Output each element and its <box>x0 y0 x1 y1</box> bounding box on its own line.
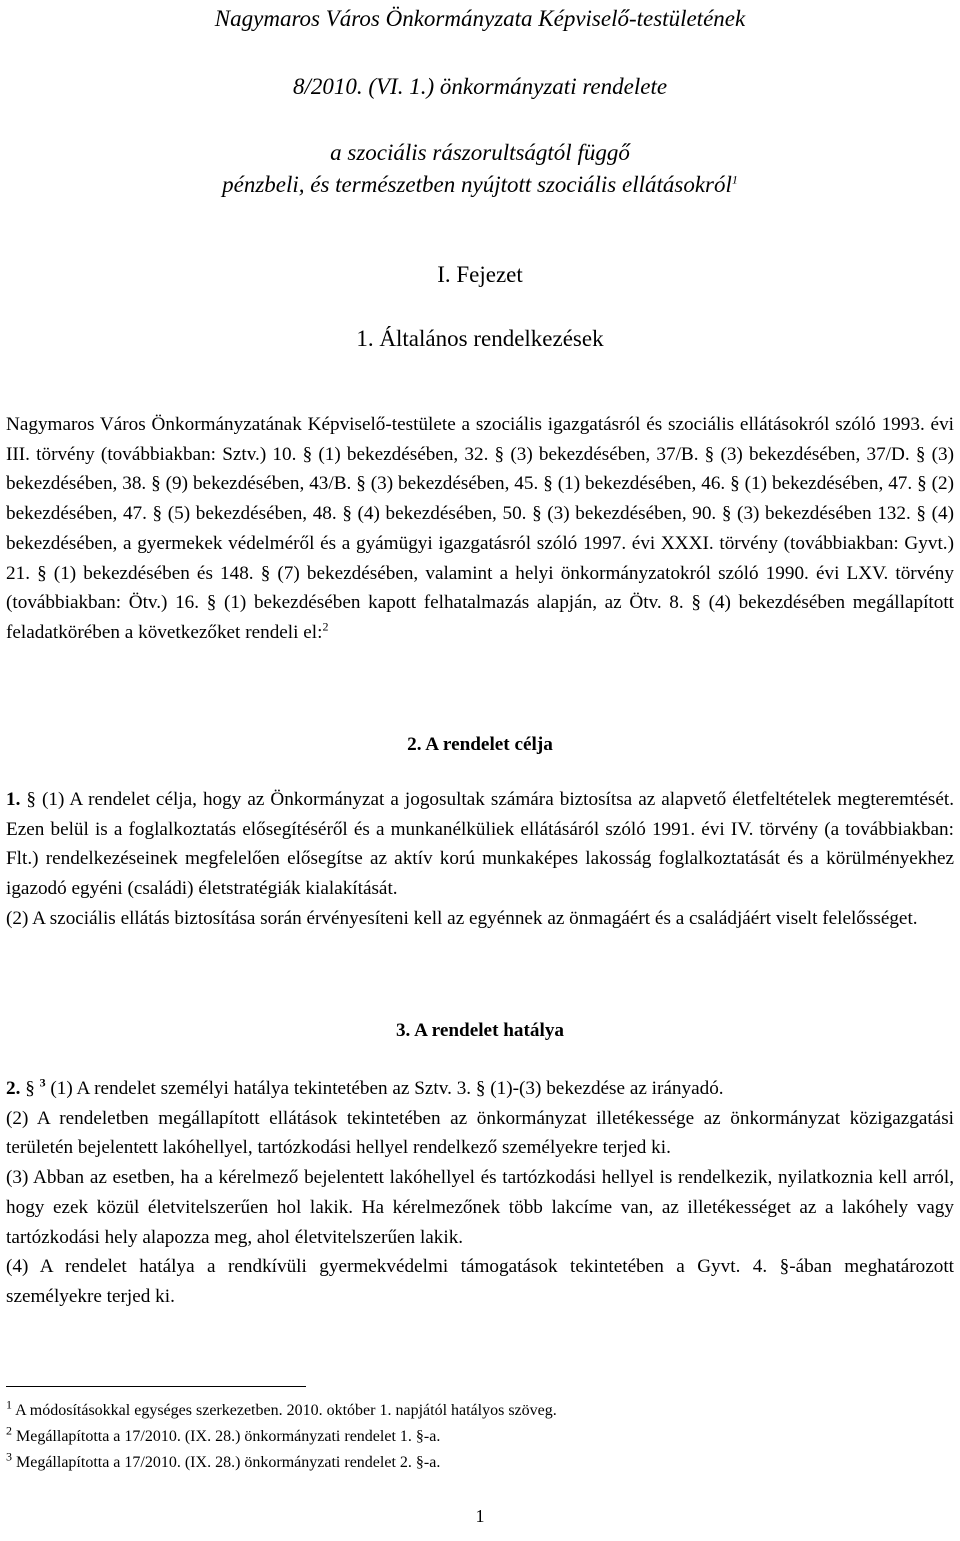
paragraph-2-sub-4: (4) A rendelet hatálya a rendkívüli gyermekvédelmi támogatások tekintetében a Gyvt. 4. §-ában meghatározott személyekre terjed ki. <box>6 1256 954 1307</box>
footnote-1 <box>6 1398 954 1424</box>
footnote-3 <box>6 1450 954 1476</box>
title-line-2: 8/2010. (VI. 1.) önkormányzati rendelete <box>292 74 668 99</box>
title-line-4-text: pénzbeli, és természetben nyújtott szociális ellátásokról <box>222 172 732 197</box>
paragraph-1-sub-2: (2) A szociális ellátás biztosítása során érvényesíteni kell az egyénnek az önmagáért és a családjáért viselt felelősséget. <box>6 907 918 929</box>
footnote-1-text: A módosításokkal egységes szerkezetben. 2010. október 1. napjától hatályos szöveg. <box>12 1402 557 1419</box>
footnote-3-number: 3 <box>6 1449 12 1464</box>
footnotes <box>6 1398 954 1476</box>
paragraph-1-number: 1. <box>6 789 21 810</box>
paragraph-1-sub-1 <box>6 785 954 904</box>
title-line-1: Nagymaros Város Önkormányzata Képviselő-testületének <box>214 6 746 31</box>
footnote-ref-3: 3 <box>39 1075 46 1090</box>
footnote-1-number: 1 <box>6 1397 12 1412</box>
footnote-2-text: Megállapította a 17/2010. (IX. 28.) önkormányzati rendelet 1. §-a. <box>12 1428 441 1445</box>
intro-paragraph <box>6 410 954 648</box>
chapter-heading: I. Fejezet <box>437 262 523 287</box>
intro-text: Nagymaros Város Önkormányzatának Képviselő-testülete a szociális igazgatásról és szociális ellátásokról szóló 1993. évi III. törvény (továbbiakban: Sztv.) 10. § (1) bekezdésében, 32. § (3) bekezdésében, 37/B. § (3) bekezdésében, 37/D. § (3) bekezdésében, 38. § (9) bekezdésében, 43/B. § (3) bekezdésében, 45. § (1) bekezdésében, 46. § (1) bekezdésében, 47. § (2) bekezdésében, 47. § (5) bekezdésében, 48. § (4) bekezdésében, 50. § (3) bekezdésében, 90. § (3) bekezdésében 132. § (4) bekezdésében, a gyermekek védelméről és a gyámügyi igazgatásról szóló 1997. évi XXXI. törvény (továbbiakban: Gyvt.) 21. § (1) bekezdésében és 148. § (7) bekezdésében, valamint a helyi önkormányzatokról szóló 1990. évi LXV. törvény (továbbiakban: Ötv.) 16. § (1) bekezdésében kapott felhatalmazás alapján, az Ötv. 8. § (4) bekezdésében megállapított feladatkörében a következőket rendeli el: <box>6 414 954 643</box>
paragraph-2-number: 2. <box>6 1078 21 1099</box>
title-line-4 <box>0 168 960 202</box>
paragraph-1-text-1: § (1) A rendelet célja, hogy az Önkormányzat a jogosultak számára biztosítsa az alapvető életfeltételek megteremtését. Ezen belül is a foglalkoztatás elősegítéséről és a munkanélküliek ellátásáról szóló 1991. évi IV. törvény (a továbbiakban: Flt.) rendelkezéseinek megfelelően elősegítse az aktív korú munkaképes lakosság foglalkoztatását és a körülményekhez igazodó egyéni (családi) életstratégiák kialakítását. <box>6 789 954 900</box>
paragraph-2 <box>6 1074 954 1312</box>
footnote-2 <box>6 1424 954 1450</box>
paragraph-1 <box>6 785 954 934</box>
title-line-3: a szociális rászorultságtól függő <box>330 140 630 165</box>
footnote-ref-1: 1 <box>731 172 738 187</box>
section-heading-1: 1. Általános rendelkezések <box>356 326 604 351</box>
paragraph-2-text-1: (1) A rendelet személyi hatálya tekintetében az Sztv. 3. § (1)-(3) bekezdése az irányadó. <box>45 1078 724 1099</box>
section-heading-3: 3. A rendelet hatálya <box>395 1020 565 1041</box>
footnote-3-text: Megállapította a 17/2010. (IX. 28.) önkormányzati rendelet 2. §-a. <box>12 1454 441 1471</box>
page-number: 1 <box>475 1506 485 1526</box>
paragraph-2-sub-1 <box>6 1074 954 1104</box>
section-heading-2: 2. A rendelet célja <box>407 734 553 755</box>
footnote-divider <box>6 1386 306 1387</box>
footnote-ref-2: 2 <box>322 619 329 634</box>
footnote-2-number: 2 <box>6 1423 12 1438</box>
section-sign: § <box>20 1078 35 1099</box>
paragraph-2-sub-3: (3) Abban az esetben, ha a kérelmező bejelentett lakóhellyel és tartózkodási hellyel is rendelkezik, nyilatkoznia kell arról, hogy ezek közül életvitelszerűen hol lakik. Ha kérelmezőnek több lakcíme van, az illetékességet az a lakóhely vagy tartózkodási hely alapozza meg, ahol életvitelszerűen lakik. <box>6 1167 954 1248</box>
paragraph-2-sub-2: (2) A rendeletben megállapított ellátások tekintetében az önkormányzat illetékessége az önkormányzat közigazgatási területén bejelentett lakóhellyel, tartózkodási hellyel rendelkező személyekre terjed ki. <box>6 1107 954 1159</box>
